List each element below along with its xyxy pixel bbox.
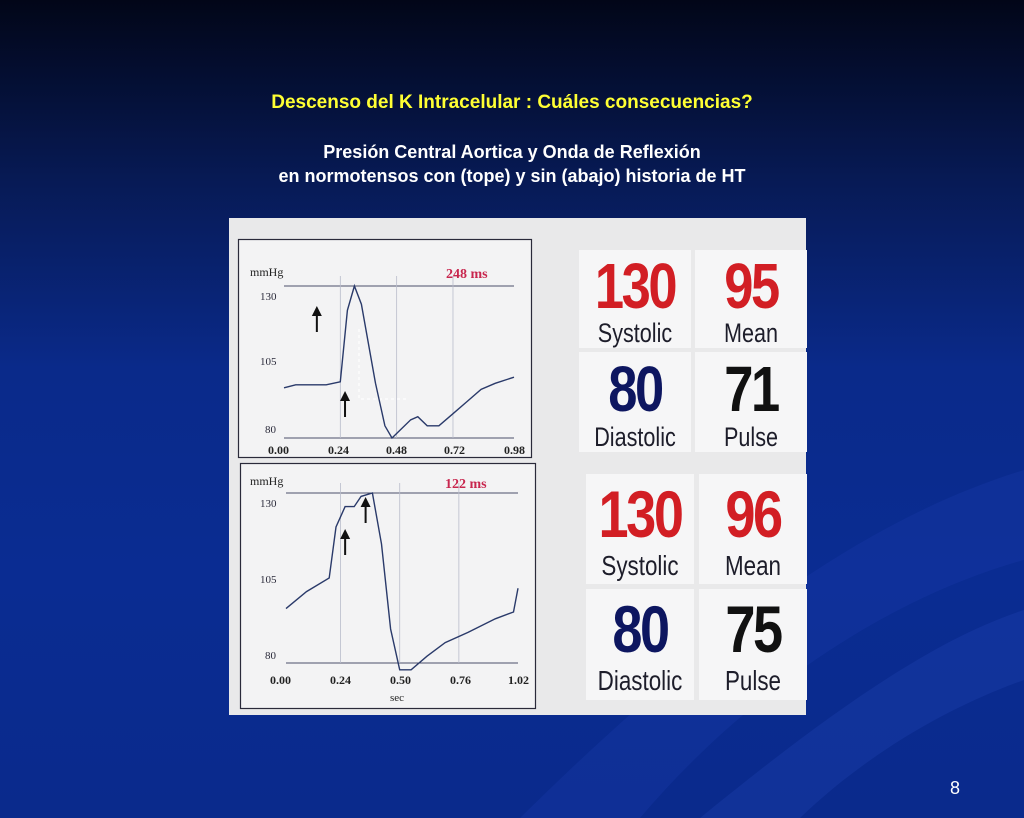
top-diastolic-cell [579, 352, 691, 452]
bottom-plot-ytick-130: 130 [260, 498, 277, 510]
top-diastolic-value: 80 [608, 353, 662, 425]
top-plot-xtick-2: 0.48 [386, 443, 407, 457]
slide-subtitle-line1: Presión Central Aortica y Onda de Reflexión [323, 142, 701, 162]
bottom-plot-unit: mmHg [250, 474, 284, 488]
top-mean-label: Mean [723, 318, 779, 348]
top-pulse-label: Pulse [723, 422, 779, 452]
top-readout-panel [579, 250, 807, 452]
bottom-plot-frame [241, 464, 536, 709]
top-plot-xtick-4: 0.98 [504, 443, 525, 457]
figure-panel [229, 218, 806, 715]
top-plot-ytick-80: 80 [265, 424, 276, 436]
slide-subtitle-line2: en normotensos con (tope) y sin (abajo) historia de HT [278, 166, 746, 186]
top-plot-ytick-105: 105 [260, 356, 277, 368]
bottom-plot-xtick-2: 0.50 [390, 673, 411, 687]
bottom-readout-panel [586, 474, 807, 700]
bottom-plot-xtick-4: 1.02 [508, 673, 529, 687]
bottom-diastolic-value: 80 [612, 592, 668, 666]
top-pulse-cell [695, 352, 807, 452]
top-pulse-value: 71 [724, 353, 778, 425]
top-plot-unit: mmHg [250, 265, 284, 279]
bottom-mean-label: Mean [724, 550, 782, 581]
bottom-systolic-label: Systolic [601, 550, 679, 581]
bottom-diastolic-label: Diastolic [597, 665, 683, 696]
bottom-mean-cell [699, 474, 807, 584]
top-mean-cell [695, 250, 807, 348]
bottom-diastolic-cell [586, 589, 694, 700]
page-number: 8 [950, 778, 961, 798]
bottom-pulse-cell [699, 589, 807, 700]
bottom-pulse-label: Pulse [724, 665, 782, 696]
bottom-plot-ytick-80: 80 [265, 650, 276, 662]
top-plot-xtick-3: 0.72 [444, 443, 465, 457]
bottom-plot-annotation: 122 ms [445, 477, 487, 492]
bottom-systolic-value: 130 [598, 477, 682, 551]
bottom-plot-xtick-3: 0.76 [450, 673, 471, 687]
top-systolic-cell [579, 250, 691, 348]
top-plot-xtick-1: 0.24 [328, 443, 349, 457]
slide-title: Descenso del K Intracelular : Cuáles consecuencias? [271, 92, 753, 113]
bottom-pulse-value: 75 [725, 592, 781, 666]
top-diastolic-label: Diastolic [594, 422, 676, 452]
top-systolic-value: 130 [594, 250, 676, 322]
top-pressure-plot [238, 239, 532, 458]
bottom-plot-ytick-105: 105 [260, 574, 277, 586]
bottom-systolic-cell [586, 474, 694, 584]
bottom-plot-xtick-0: 0.00 [270, 673, 291, 687]
top-plot-ytick-130: 130 [260, 291, 277, 303]
top-plot-annotation: 248 ms [446, 267, 488, 282]
top-systolic-label: Systolic [597, 318, 673, 348]
bottom-pressure-plot [240, 463, 536, 709]
bottom-plot-xlabel: sec [390, 692, 405, 704]
bottom-mean-value: 96 [725, 477, 781, 551]
top-plot-xtick-0: 0.00 [268, 443, 289, 457]
top-mean-value: 95 [724, 250, 778, 322]
bottom-plot-xtick-1: 0.24 [330, 673, 351, 687]
